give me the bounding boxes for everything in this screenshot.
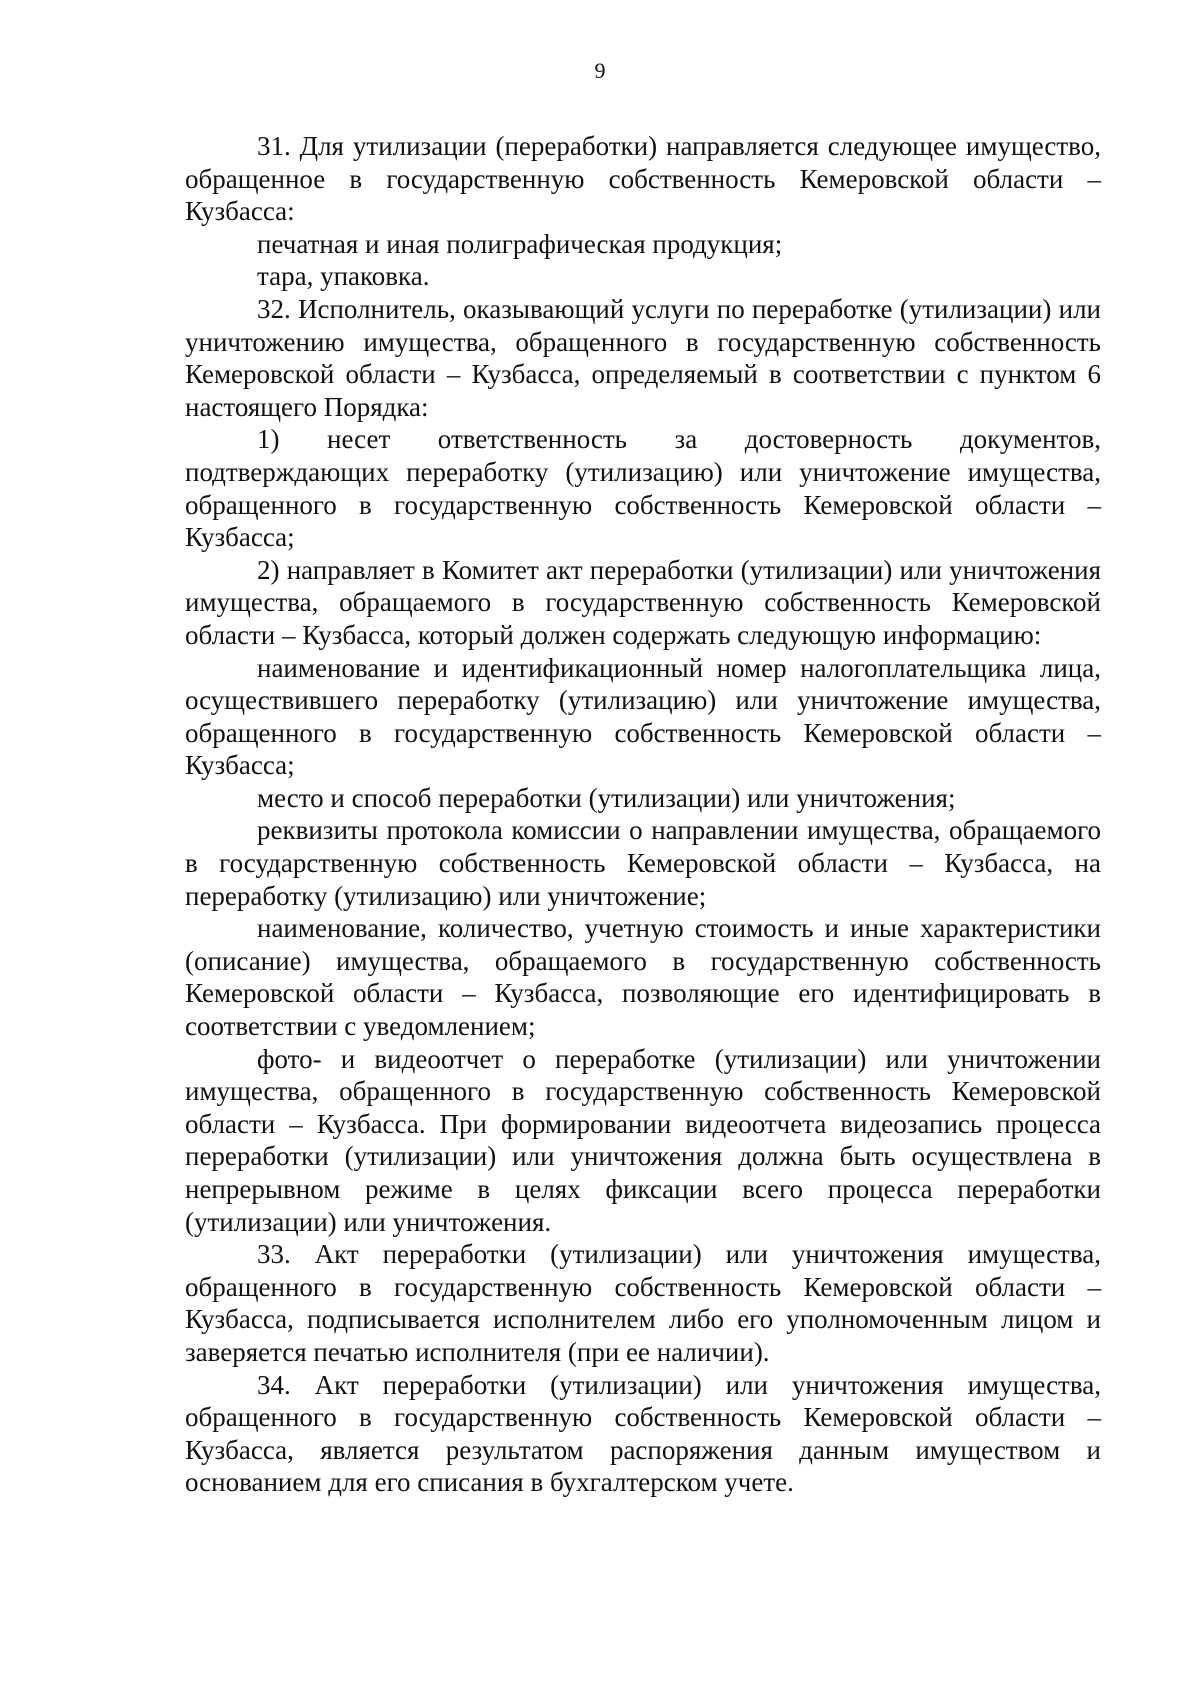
paragraph-32-item-2: 2) направляет в Комитет акт переработки (утилизации) или уничтожения имущества, обращаемого в государственную собственность Кемеровской области – Кузбасса, который должен содержать следующую информацию:	[185, 554, 1101, 650]
page-number: 9	[594, 58, 606, 83]
info-item-protocol-details: реквизиты протокола комиссии о направлении имущества, обращаемого в государственную собственность Кемеровской области – Кузбасса, на переработку (утилизацию) или уничтожение;	[185, 815, 1101, 911]
info-item-place-method: место и способ переработки (утилизации) или уничтожения;	[257, 782, 956, 813]
info-item-characteristics: наименование, количество, учетную стоимость и иные характеристики (описание) имущества, обращаемого в государственную собственность Кемеровской области – Кузбасса, позволяющие его идентифицировать в соответствии с уведомлением;	[185, 913, 1101, 1042]
paragraph-34: 34. Акт переработки (утилизации) или уничтожения имущества, обращенного в государственную собственность Кемеровской области – Кузбасса, является результатом распоряжения данным имуществом и основанием для его списания в бухгалтерском учете.	[185, 1369, 1101, 1498]
info-item-name-inn: наименование и идентификационный номер налогоплательщика лица, осуществившего переработку (утилизацию) или уничтожение имущества, обращенного в государственную собственность Кемеровской области – Кузбасса;	[185, 652, 1101, 781]
info-item-photo-video-report: фото- и видеоотчет о переработке (утилизации) или уничтожении имущества, обращенного в государственную собственность Кемеровской области – Кузбасса. При формировании видеоотчета видеозапись процесса переработки (утилизации) или уничтожения должна быть осуществлена в непрерывном режиме в целях фиксации всего процесса переработки (утилизации) или уничтожения.	[185, 1043, 1101, 1237]
paragraph-31-intro: 31. Для утилизации (переработки) направляется следующее имущество, обращенное в государственную собственность Кемеровской области – Кузбасса:	[185, 131, 1101, 227]
document-body	[185, 130, 1101, 1499]
list-item-printed-products: печатная и иная полиграфическая продукция;	[257, 228, 783, 259]
paragraph-32-item-1: 1) несет ответственность за достоверность документов, подтверждающих переработку (утилизацию) или уничтожение имущества, обращенного в государственную собственность Кемеровской области – Кузбасса;	[185, 424, 1101, 553]
list-item-packaging: тара, упаковка.	[257, 261, 430, 292]
paragraph-32-intro: 32. Исполнитель, оказывающий услуги по переработке (утилизации) или уничтожению имущества, обращенного в государственную собственность Кемеровской области – Кузбасса, определяемый в соответствии с пунктом 6 настоящего Порядка:	[185, 293, 1101, 422]
paragraph-33: 33. Акт переработки (утилизации) или уничтожения имущества, обращенного в государственную собственность Кемеровской области – Кузбасса, подписывается исполнителем либо его уполномоченным лицом и заверяется печатью исполнителя (при ее наличии).	[185, 1239, 1101, 1367]
